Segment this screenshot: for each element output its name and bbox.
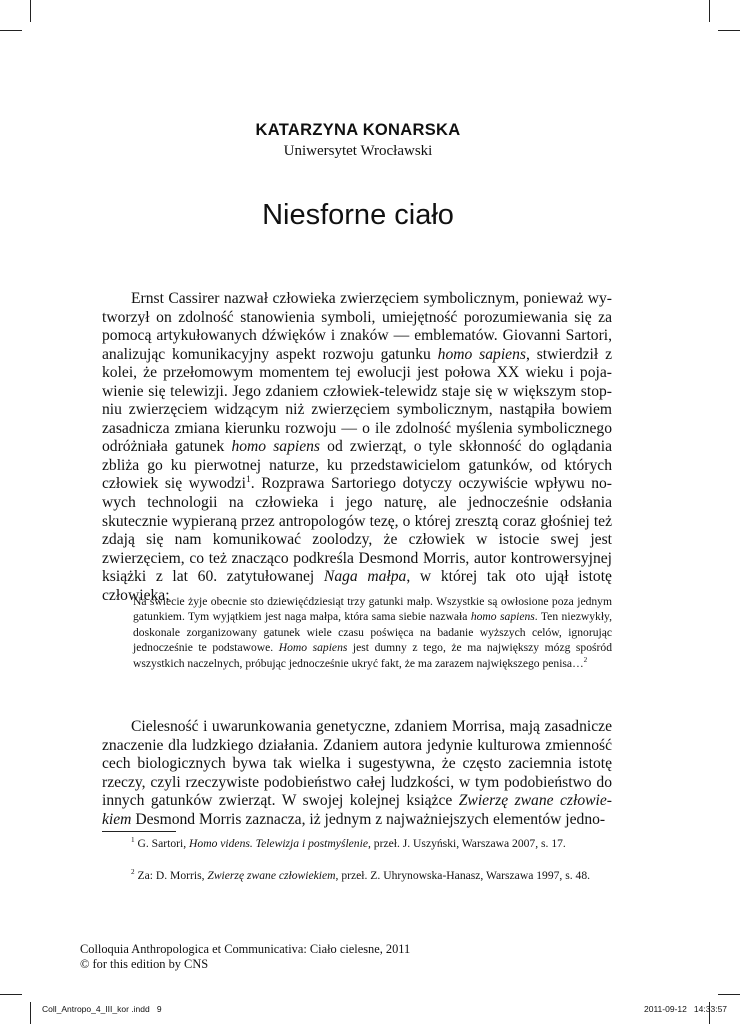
text-run: od zwierząt, o tyle skłonność do oglądania zbliża go ku pierwotnej naturze, ku przedstawicielom gatunków, od których człowiek się wywodzi [102,438,612,493]
text-run: , w której tak oto ujął istotę człowieka: [102,568,612,604]
text-run: , przeł. J. Uszyński, Warszawa 2007, s. 17. [367,837,566,850]
crop-mark [0,994,22,995]
italic-text: Naga małpa [323,568,407,586]
italic-text: Homo sapiens [278,641,348,655]
crop-mark [30,1002,31,1024]
italic-text: Zwierzę zwane człowiekiem [207,869,336,882]
article-title: Niesforne ciało [262,199,454,231]
footnote-rule [102,831,176,832]
text-run: G. Sartori, [137,837,190,850]
crop-mark [718,994,740,995]
crop-mark [718,30,740,31]
crop-mark [30,0,31,22]
body-paragraph-1 [102,290,612,605]
author-name: KATARZYNA KONARSKA [255,121,461,139]
footnote-1 [102,836,612,852]
block-quote [133,594,612,671]
journal-citation: Colloquia Anthropologica et Communicativa: Ciało cielesne, 2011 [80,942,411,956]
text-run: . Ten niezwykły, doskonale zorganizowany gatunek wiele czasu poświęca na badanie wyższych celów, ignorując jednocześnie te podstawowe. [133,610,612,655]
footnote-2 [102,868,612,884]
print-slug-filename: Coll_Antropo_4_III_kor .indd 9 [42,1004,162,1014]
italic-text: homo sapiens [231,438,321,456]
footnote-number: 1 [131,836,135,845]
italic-text: Zwierzę zwane człowiekiem [102,792,612,828]
footnote-reference: 2 [583,655,588,664]
italic-text: homo sapiens [437,345,526,363]
crop-mark [0,30,22,31]
copyright-notice: © for this edition by CNS [80,957,209,971]
print-slug-timestamp: 2011-09-12 14:33:57 [644,1004,728,1014]
text-run: , stwierdził z kolei, że przełomowym momentem tej ewolucji jest połowa XX wieku i pojawienie się telewizji. Jego zdaniem człowiek-telewidz staje się w większym stopniu zwierzęciem widzącym niż zwierzęciem symbolicznym, nastąpiła bowiem zasadnicza zmiana kierunku rozwoju — o ile zdolność myślenia symbolicznego odróżniała gatunek [102,345,612,456]
text-run: . Rozprawa Sartoriego dotyczy oczywiście wpływu nowych technologii na człowieka i jego naturę, ale jednocześnie odsłania skutecznie wypieraną przez antropologów tezę, o której zresztą coraz głośniej też zdają się nam komunikować zoolodzy, że człowiek w istocie swej jest zwierzęciem, co też znacząco podkreśla Desmond Morris, autor kontrowersyjnej książki z lat 60. zatytułowanej [102,475,612,586]
footnote-reference: 1 [245,474,251,486]
footnote-number: 2 [131,868,135,877]
author-affiliation: Uniwersytet Wrocławski [283,143,433,159]
text-run: Cielesność i uwarunkowania genetyczne, zdaniem Morrisa, mają zasadnicze znaczenie dla ludzkiego działania. Zdaniem autora jedynie kulturowa zmienność cech biologicznych bywa tak wielka i sugestywna, że często zaciemnia istotę rzeczy, czyli rzeczywiste podobieństwo całej ludzkości, w tym podobieństwo do innych gatunków zwierząt. W swojej kolejnej książce [102,718,612,810]
crop-mark [709,0,710,22]
text-run: Desmond Morris zaznacza, iż jednym z najważniejszych elementów jedno- [131,810,606,828]
text-run: , przeł. Z. Uhrynowska-Hanasz, Warszawa 1997, s. 48. [335,869,591,882]
italic-text: Homo videns. Telewizja i postmyślenie [189,837,368,850]
text-run: Na świecie żyje obecnie sto dziewięćdziesiąt trzy gatunki małp. Wszystkie są owłosione poza jednym gatunkiem. Tym wyjątkiem jest naga małpa, która sama siebie nazwała [133,595,612,624]
text-run: jest dumny z tego, że ma największy mózg spośród wszystkich naczelnych, próbując jednocześnie ukryć fakt, że ma zarazem największego penisa… [133,641,612,670]
body-paragraph-2 [102,718,612,829]
italic-text: homo sapiens [470,610,535,624]
text-run: Za: D. Morris, [137,869,208,882]
text-run: Ernst Cassirer nazwał człowieka zwierzęciem symbolicznym, ponieważ wytworzył on zdolność stanowienia symboli, umiejętność porozumiewania się za pomocą artykułowanych dźwięków i znaków — emblematów. Giovanni Sartori, analizując komunikacyjny aspekt rozwoju gatunku [102,290,612,363]
